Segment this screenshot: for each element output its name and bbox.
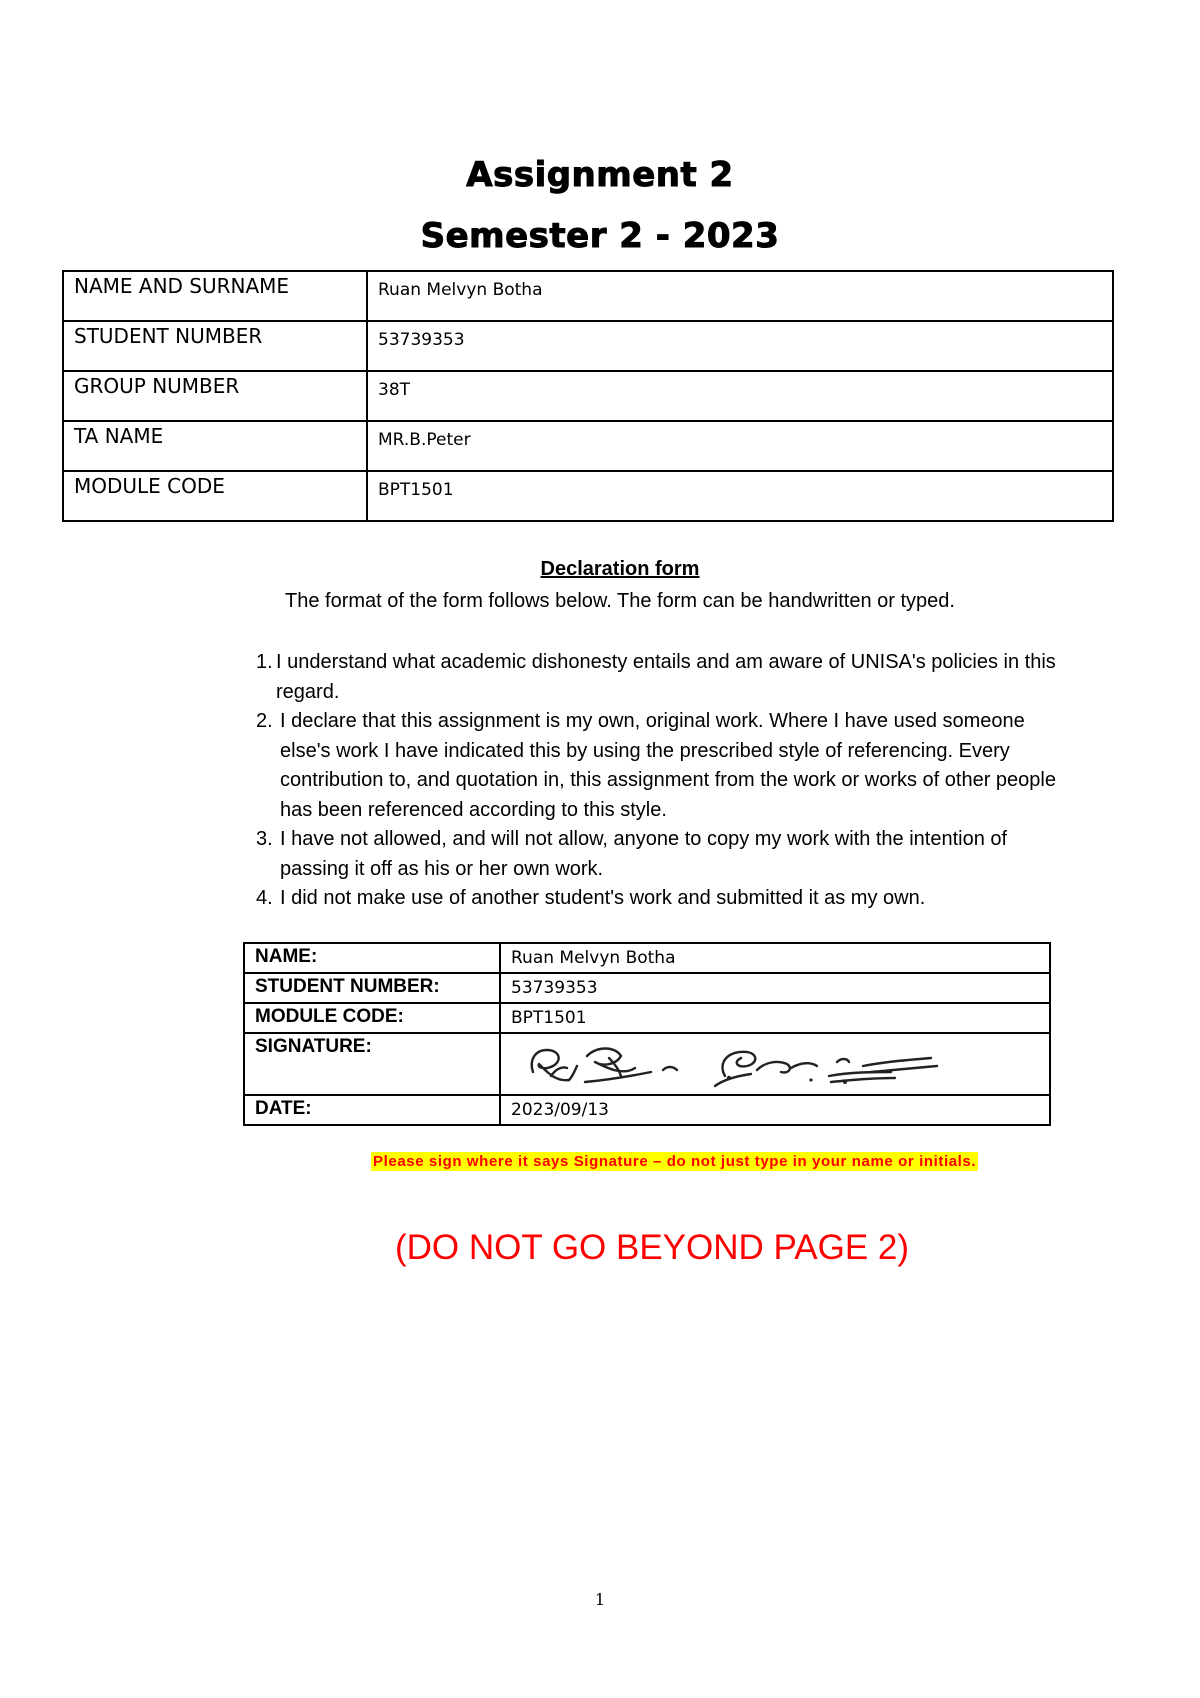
declaration-list: [256, 648, 1056, 914]
list-item-text: I understand what academic dishonesty entails and am aware of UNISA's policies in this regard.: [276, 651, 1056, 703]
group-number-value: 38T: [367, 371, 1113, 421]
list-item-number: 2.: [256, 710, 273, 732]
signature-table: [243, 942, 1051, 1126]
declaration-heading: Declaration form: [540, 558, 700, 580]
signature-label: SIGNATURE:: [244, 1033, 500, 1095]
date-label: DATE:: [244, 1095, 500, 1125]
name-surname-label: NAME AND SURNAME: [63, 271, 367, 321]
list-item: [256, 707, 1056, 825]
sign-student-number-label: STUDENT NUMBER:: [244, 973, 500, 1003]
list-item: [256, 884, 1056, 914]
sign-module-code-label: MODULE CODE:: [244, 1003, 500, 1033]
sign-name-label: NAME:: [244, 943, 500, 973]
student-number-label: STUDENT NUMBER: [63, 321, 367, 371]
date-value: 2023/09/13: [500, 1095, 1050, 1125]
table-row: [244, 973, 1050, 1003]
table-row: [63, 421, 1113, 471]
ta-name-label: TA NAME: [63, 421, 367, 471]
module-code-label: MODULE CODE: [63, 471, 367, 521]
name-surname-value: Ruan Melvyn Botha: [367, 271, 1113, 321]
list-item: [256, 825, 1056, 884]
table-row: [63, 371, 1113, 421]
signature-notice: Please sign where it says Signature – do not just type in your name or initials.: [373, 1153, 977, 1170]
table-row: [63, 471, 1113, 521]
table-row: [63, 271, 1113, 321]
handwritten-signature: [511, 1036, 981, 1092]
semester-title: Semester 2 - 2023: [420, 216, 780, 256]
page-limit-warning: (DO NOT GO BEYOND PAGE 2): [394, 1228, 910, 1267]
ta-name-value: MR.B.Peter: [367, 421, 1113, 471]
sign-module-code-value: BPT1501: [500, 1003, 1050, 1033]
table-row: [244, 1095, 1050, 1125]
signature-cell: [500, 1033, 1050, 1095]
sign-student-number-value: 53739353: [500, 973, 1050, 1003]
assignment-title: Assignment 2: [466, 155, 734, 195]
list-item: [256, 648, 1056, 707]
table-row: [244, 943, 1050, 973]
table-row: [244, 1003, 1050, 1033]
declaration-intro: The format of the form follows below. The form can be handwritten or typed.: [285, 590, 955, 612]
sign-name-value: Ruan Melvyn Botha: [500, 943, 1050, 973]
list-item-number: 4.: [256, 887, 273, 909]
page-number: 1: [594, 1590, 606, 1609]
table-row: [63, 321, 1113, 371]
student-info-table: [62, 270, 1114, 522]
list-item-number: 1.: [256, 651, 273, 673]
list-item-number: 3.: [256, 828, 273, 850]
list-item-text: I did not make use of another student's work and submitted it as my own.: [280, 887, 926, 909]
table-row: [244, 1033, 1050, 1095]
list-item-text: I declare that this assignment is my own, original work. Where I have used someone else's work I have indicated this by using the prescribed style of referencing. Every contribution to, and quotation in, this assignment from the work or works of other people has been referenced according to this style.: [280, 710, 1056, 821]
module-code-value: BPT1501: [367, 471, 1113, 521]
list-item-text: I have not allowed, and will not allow, anyone to copy my work with the intention of passing it off as his or her own work.: [280, 828, 1008, 880]
group-number-label: GROUP NUMBER: [63, 371, 367, 421]
student-number-value: 53739353: [367, 321, 1113, 371]
